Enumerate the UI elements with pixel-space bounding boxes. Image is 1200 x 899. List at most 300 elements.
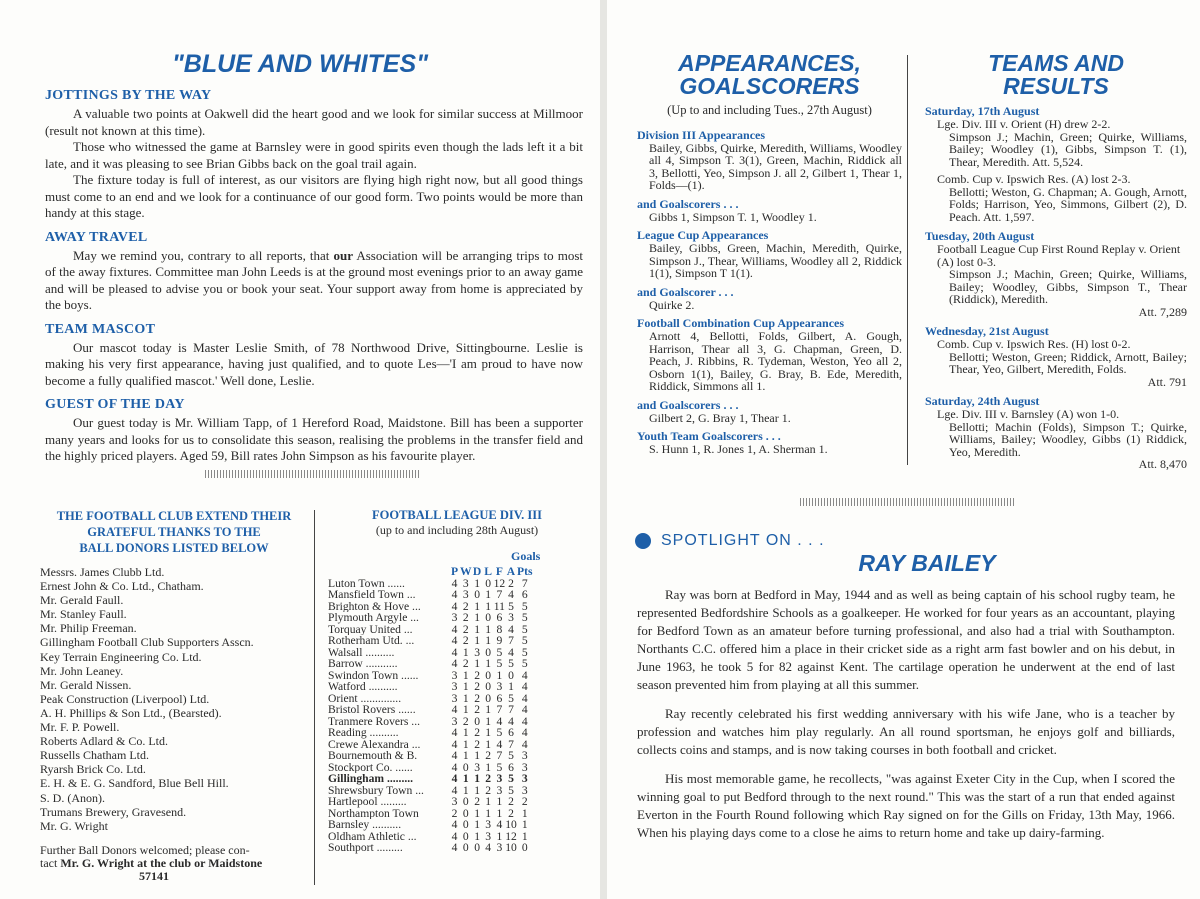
stat-p: 4: [451, 772, 458, 785]
stat-pts: 5: [521, 622, 528, 636]
match-lineup: Simpson J.; Machin, Green; Quirke, Williams, Bailey; Woodley (1), Gibbs, Simpson T. (1), Thear, Meredith. Att. 5,524.: [949, 129, 1187, 169]
appearance-block-heading: and Goalscorers . . .: [637, 397, 739, 412]
stat-l: 1: [485, 806, 491, 820]
guest-paragraph: Our guest today is Mr. William Tapp, of 1 Hereford Road, Maidstone. Bill has been a supporter many years and looks for us to consolidate this season, realising the problems in the transfer field and the highly priced players. Aged 59, Bill rates John Simpson as his favourite player.: [45, 415, 583, 463]
donors-heading-line-2: GRATEFUL THANKS TO THE: [87, 525, 261, 539]
appearance-block: [637, 229, 902, 280]
donors-heading-line-1: THE FOOTBALL CLUB EXTEND THEIR: [56, 509, 292, 523]
stat-w: 3: [462, 576, 469, 590]
teams-results-title: [925, 52, 1187, 98]
league-table-row: [326, 727, 533, 739]
stat-pts: 3: [521, 760, 528, 774]
stat-l: 1: [485, 703, 491, 716]
stat-a: 0: [508, 668, 514, 682]
team-name: Reading ..........: [328, 727, 399, 739]
match-day: [925, 325, 1187, 388]
stat-f: 5: [496, 760, 503, 774]
stat-d: 2: [474, 737, 480, 751]
stat-f: 7: [496, 749, 503, 762]
stat-pts: 1: [521, 818, 528, 831]
stat-f: 4: [496, 818, 503, 831]
league-table-section: [326, 508, 588, 854]
stat-d: 0: [474, 714, 480, 728]
appearances-title-line-2: GOALSCORERS: [679, 73, 860, 99]
spotlight-paragraph-3: His most memorable game, he recollects, "was against Exeter City in the Cup, when I scored the winning goal to put Bedford through to the next round." This was the start of a run that ended against Everton in the Fourth Round following which Ray signed on for the Gills on Friday, 13th May, 1966. When his playing days come to a close he aims to return home and take up dairy-farming.: [637, 771, 1175, 840]
league-subtitle: (up to and including 28th August): [375, 523, 539, 537]
team-mascot-paragraph: Our mascot today is Master Leslie Smith, of 78 Northwood Drive, Sittingbourne. Leslie is making his very first appearance, having just qualified, and to quote Les—'I am proud to have now become a fully qualified mascot.' Well done, Leslie.: [45, 339, 583, 388]
donor-list-item: Mr. G. Wright: [40, 818, 108, 833]
appearances-title-line-1: APPEARANCES,: [678, 50, 861, 76]
stat-w: 1: [462, 668, 469, 682]
appearance-block-text: Arnott 4, Bellotti, Folds, Gilbert, A. Gough, Harrison, Thear all 3, G. Chapman, Green, D. Peach, J. Ribbins, R. Tydeman, Weston, Yeo all 2, Osborn 1(1), Bailey, G. Bray, B. Ede, Meredith, Riddick, Simmons all 1.: [649, 329, 902, 393]
stat-a: 4: [508, 645, 514, 659]
stat-p: 4: [451, 599, 458, 613]
jottings-heading: JOTTINGS BY THE WAY: [45, 88, 212, 103]
donor-list-item: Ernest John & Co. Ltd., Chatham.: [40, 579, 204, 594]
stat-a: 5: [508, 657, 514, 670]
stat-w: 3: [462, 588, 469, 601]
match-line: Lge. Div. III v. Barnsley (A) won 1-0.: [937, 407, 1120, 421]
jottings-paragraph-1: A valuable two points at Oakwell did the heart good and we look for similar success at Millmoor (result not known at this time).: [45, 106, 583, 138]
team-name: Shrewsbury Town ...: [328, 784, 424, 796]
appearance-block-text: Bailey, Gibbs, Quirke, Meredith, Williams, Woodley all 4, Simpson T. 3(1), Green, Machin, Riddick all 3, Bellotti, Yeo, Simpson J. all 2, Gilbert 1, Thear 1, Folds—(1).: [649, 140, 902, 192]
stat-l: 0: [485, 668, 491, 682]
team-name: Bristol Rovers ......: [328, 704, 416, 716]
match-day: [925, 105, 1187, 223]
jottings-paragraph-2: Those who witnessed the game at Barnsley were in good spirits even though the lads left it a bit late, and it was pleasing to see Brian Gibbs back on the goal trail again.: [45, 139, 583, 171]
stat-f: 6: [496, 691, 503, 705]
stat-f: 4: [496, 714, 503, 728]
stat-pts: 4: [521, 726, 528, 739]
league-table-body: [326, 578, 533, 854]
team-name: Oldham Athletic ...: [328, 830, 417, 842]
stat-pts: 4: [521, 703, 528, 716]
match-line: Comb. Cup v. Ipswich Res. (H) lost 0-2.: [937, 337, 1131, 351]
stat-w: 1: [462, 703, 469, 716]
away-text-after: Association will be arranging trips to most of the away fixtures. Committee man John Leeds is at the ground most evenings prior to an away game and will be pleased to advise you or book your seat. Your support away from home is appreciated by the boys.: [45, 247, 583, 312]
appearances-subtitle: (Up to and including Tues., 27th August): [667, 103, 872, 117]
jottings-paragraph-3: The fixture today is full of interest, as our visitors are flying high right now, but all good things must come to an end and we look for a continuance of our good form. Two points would be more than handy at this stage.: [45, 172, 583, 220]
stat-d: 2: [474, 668, 480, 682]
stat-p: 4: [451, 576, 458, 590]
stat-a: 5: [508, 783, 514, 797]
donors-footer: [40, 844, 308, 883]
stat-d: 1: [474, 829, 480, 843]
stat-d: 1: [474, 818, 480, 831]
stat-pts: 5: [521, 611, 528, 624]
stat-d: 1: [474, 611, 480, 624]
appearance-block-text: Bailey, Gibbs, Green, Machin, Meredith, Quirke, Simpson J., Thear, Williams, Woodley all 2, Riddick 1(1), Simpson T 1(1).: [649, 241, 902, 280]
stat-l: 1: [485, 588, 491, 601]
stat-w: 2: [462, 657, 469, 670]
spotlight-name: RAY BAILEY: [858, 550, 996, 576]
away-travel-paragraph: [45, 248, 583, 314]
donor-list-item: Mr. Gerald Faull.: [40, 593, 124, 608]
league-table-row: [326, 681, 533, 693]
league-header-row: [326, 566, 533, 578]
appearance-block-heading: League Cup Appearances: [637, 228, 769, 242]
match-date: Saturday, 24th August: [925, 394, 1040, 408]
news-column: [45, 80, 583, 465]
appearance-block: [637, 399, 902, 425]
stat-a: 2: [508, 806, 514, 820]
team-name: Northampton Town: [328, 807, 419, 819]
stat-pts: 0: [521, 841, 528, 854]
stat-d: 1: [474, 749, 480, 762]
spotlight-header: [635, 532, 1175, 550]
donor-list-item: Messrs. James Clubb Ltd.: [40, 565, 165, 579]
right-divider-ornament: [800, 498, 1015, 506]
stat-a: 4: [508, 622, 514, 636]
match-lineup: Bellotti; Machin (Folds), Simpson T.; Quirke, Williams, Bailey; Woodley, Gibbs (1) Riddick, Yeo, Meredith.: [949, 419, 1187, 459]
page-fold: [600, 0, 607, 899]
right-page: [607, 0, 1200, 899]
stat-f: 11: [493, 599, 505, 613]
stat-w: 0: [462, 818, 469, 831]
stat-l: 1: [485, 622, 491, 636]
stat-p: 4: [451, 657, 458, 670]
stat-pts: 4: [521, 668, 528, 682]
stat-d: 0: [474, 588, 480, 601]
col-d: D: [472, 565, 482, 578]
team-name: Walsall ..........: [328, 646, 395, 658]
donor-list-item: Russells Chatham Ltd.: [40, 748, 149, 763]
donor-list-item: Trumans Brewery, Gravesend.: [40, 804, 187, 819]
ball-donors-section: [40, 508, 308, 883]
league-table-row: [326, 819, 533, 831]
donor-list-item: A. H. Phillips & Son Ltd., (Bearsted).: [40, 705, 222, 720]
stat-w: 2: [462, 714, 469, 728]
stat-w: 1: [462, 783, 469, 797]
stat-pts: 5: [521, 599, 528, 613]
right-column-rule: [907, 55, 908, 465]
stat-p: 3: [451, 680, 458, 693]
donors-footer-line-2: [40, 857, 308, 870]
away-travel-heading: AWAY TRAVEL: [45, 229, 148, 245]
team-mascot-heading: TEAM MASCOT: [45, 321, 156, 337]
stat-pts: 4: [521, 691, 528, 705]
stat-w: 2: [462, 611, 469, 624]
stat-f: 3: [496, 680, 503, 693]
stat-l: 0: [485, 645, 491, 659]
stat-p: 3: [451, 691, 458, 705]
stat-d: 2: [474, 703, 480, 716]
match-list: [925, 105, 1187, 471]
stat-p: 4: [451, 622, 458, 636]
stat-d: 1: [474, 599, 480, 613]
stat-a: 10: [505, 818, 517, 831]
donor-list-item: Peak Construction (Liverpool) Ltd.: [40, 691, 210, 706]
stat-w: 0: [462, 795, 469, 808]
stat-pts: 3: [521, 749, 528, 762]
stat-f: 1: [496, 806, 503, 820]
team-name: Gillingham .........: [328, 773, 414, 785]
stat-d: 1: [474, 576, 480, 590]
stat-w: 1: [462, 645, 469, 659]
team-name: Watford ..........: [328, 681, 398, 693]
stat-l: 1: [485, 657, 491, 670]
stat-f: 3: [496, 841, 503, 854]
stat-p: 4: [451, 783, 458, 797]
stat-l: 2: [485, 783, 491, 797]
stat-p: 3: [451, 714, 458, 728]
stat-pts: 1: [521, 806, 528, 820]
stat-l: 4: [485, 841, 491, 854]
donor-list-item: E. H. & E. G. Sandford, Blue Bell Hill.: [40, 776, 229, 791]
league-table-row: [326, 704, 533, 716]
appearance-block: [637, 317, 902, 393]
donors-heading-line-3: BALL DONORS LISTED BELOW: [79, 541, 269, 555]
stat-l: 1: [485, 599, 491, 613]
stat-a: 5: [508, 772, 514, 785]
stat-l: 0: [485, 611, 491, 624]
stat-w: 1: [462, 737, 469, 751]
match-date: Tuesday, 20th August: [925, 229, 1035, 243]
stat-a: 2: [508, 795, 514, 808]
donors-footer-phone: 57141: [139, 868, 169, 883]
stat-d: 2: [474, 680, 480, 693]
donor-list-item: S. D. (Anon).: [40, 790, 105, 805]
team-name: Barnsley ..........: [328, 819, 402, 831]
donor-list-item: Mr. John Leaney.: [40, 663, 124, 678]
spotlight-paragraph-2: Ray recently celebrated his first wedding anniversary with his wife Jane, who is a teacher by profession and watches him play regularly. An all round sportsman, he enjoys golf and billiards, collects coins and stamps, and is now taking courses in both football and cricket.: [637, 706, 1175, 757]
stat-p: 4: [451, 737, 458, 751]
stat-f: 7: [496, 588, 503, 601]
team-name: Brighton & Hove ...: [328, 600, 421, 612]
league-table-row: [326, 796, 533, 808]
stat-l: 3: [485, 829, 491, 843]
stat-f: 4: [496, 737, 503, 751]
spotlight-label: SPOTLIGHT ON . . .: [661, 532, 825, 550]
stat-l: 1: [485, 760, 491, 774]
stat-pts: 7: [521, 576, 528, 590]
team-name: Tranmere Rovers ...: [328, 715, 420, 727]
donor-list-item: Roberts Adlard & Co. Ltd.: [40, 734, 168, 749]
appearance-block-text: Gilbert 2, G. Bray 1, Thear 1.: [649, 410, 791, 425]
stat-pts: 3: [521, 772, 528, 785]
col-p: P: [450, 565, 459, 578]
blue-and-whites-title: "BLUE AND WHITES": [171, 50, 429, 78]
team-name: Plymouth Argyle ...: [328, 612, 419, 624]
appearance-block: [637, 129, 902, 192]
col-l: L: [484, 565, 492, 578]
stat-a: 3: [508, 611, 514, 624]
appearance-block: [637, 286, 902, 312]
appearance-block-heading: and Goalscorer . . .: [637, 284, 734, 299]
donor-list-item: Mr. F. P. Powell.: [40, 720, 120, 735]
match-lineup: Simpson J.; Machin, Green; Quirke, Williams, Bailey; Woodley, Gibbs, Simpson T., Thear (Riddick), Meredith.: [949, 267, 1187, 306]
col-w: W: [460, 565, 472, 578]
stat-p: 4: [451, 760, 458, 774]
stat-l: 2: [485, 749, 491, 762]
stat-p: 4: [451, 645, 458, 659]
match-attendance: Att. 791: [1147, 374, 1187, 389]
league-table-row: [326, 658, 533, 670]
team-name: Luton Town ......: [328, 577, 405, 589]
stat-pts: 1: [521, 829, 528, 843]
stat-p: 3: [451, 611, 458, 624]
stat-p: 4: [451, 829, 458, 843]
donors-footer-contact: tact: [40, 855, 61, 870]
donors-footer-line-1: Further Ball Donors welcomed; please con-: [40, 842, 250, 857]
appearance-block-text: Gibbs 1, Simpson T. 1, Woodley 1.: [649, 209, 817, 224]
match-attendance: Att. 8,470: [1138, 457, 1187, 471]
stat-pts: 4: [521, 714, 528, 728]
bullet-dot-icon: [635, 533, 651, 549]
stat-pts: 3: [521, 783, 528, 797]
stat-f: 12: [493, 576, 506, 590]
col-f: F: [495, 565, 503, 578]
stat-w: 2: [462, 599, 469, 613]
stat-a: 4: [508, 588, 514, 601]
stat-f: 9: [496, 634, 503, 647]
donor-list-item: Mr. Stanley Faull.: [40, 607, 127, 622]
match-date: Wednesday, 21st August: [925, 324, 1049, 338]
spotlight-paragraph-1: Ray was born at Bedford in May, 1944 and as well as being captain of his school rugby team, he represented Bedfordshire Schools as a goalkeeper. He worked for four years as an accountant, playing for Bedford Town as an amateur before turning professional, and also had a trial with Southampton. Northants C.C. offered him a place in their cricket side as a right arm fast bowler and on his debut, in June 1963, he took 5 for 82 against Kent. The cartilage operation he underwent at the end of last season prevented him from playing at all this summer.: [637, 587, 1175, 692]
appearance-block-text: Quirke 2.: [649, 297, 695, 312]
league-table-row: [326, 635, 533, 647]
stat-pts: 4: [521, 680, 528, 693]
col-pts: Pts: [517, 565, 533, 578]
appearance-block-heading: Football Combination Cup Appearances: [637, 316, 845, 330]
stat-d: 1: [474, 657, 480, 670]
stat-w: 1: [462, 680, 469, 693]
stat-p: 4: [451, 588, 458, 601]
stat-p: 4: [451, 726, 458, 739]
match-date: Saturday, 17th August: [925, 104, 1040, 118]
donor-list-item: Key Terrain Engineering Co. Ltd.: [40, 649, 202, 664]
stat-l: 1: [485, 714, 491, 728]
left-divider-ornament: [205, 470, 420, 478]
teams-results-column: [925, 52, 1187, 471]
col-a: A: [506, 565, 516, 578]
team-name: Bournemouth & B.: [328, 750, 418, 762]
away-text-bold: our: [333, 247, 353, 263]
league-table-row: [326, 589, 533, 601]
stat-f: 7: [496, 703, 503, 716]
stat-w: 1: [462, 772, 469, 785]
stat-pts: 2: [521, 795, 528, 808]
league-table: [326, 566, 533, 854]
stat-d: 1: [474, 634, 480, 647]
team-name: Crewe Alexandra ...: [328, 738, 421, 750]
league-table-row: [326, 842, 533, 854]
stat-a: 7: [508, 737, 514, 751]
stat-f: 5: [496, 726, 503, 739]
stat-a: 5: [508, 749, 514, 762]
stat-p: 3: [451, 668, 458, 682]
stat-f: 3: [496, 783, 503, 797]
stat-f: 8: [496, 622, 503, 636]
stat-a: 10: [505, 841, 517, 854]
donor-list: [40, 565, 308, 833]
stat-a: 7: [508, 703, 514, 716]
stat-w: 0: [462, 829, 469, 843]
league-table-row: [326, 612, 533, 624]
match-attendance: Att. 7,289: [1138, 304, 1187, 319]
stat-p: 4: [451, 841, 458, 854]
stat-w: 0: [462, 760, 469, 774]
stat-l: 1: [485, 726, 491, 739]
stat-p: 4: [451, 818, 458, 831]
appearances-column: [637, 52, 902, 462]
stat-d: 1: [474, 772, 480, 785]
team-name: Rotherham Utd. ...: [328, 635, 415, 647]
guest-heading: GUEST OF THE DAY: [45, 397, 185, 412]
stat-pts: 5: [521, 634, 528, 647]
team-name: Orient ..............: [328, 692, 402, 704]
stat-a: 1: [508, 680, 514, 693]
stat-pts: 5: [521, 657, 528, 670]
goals-label: Goals: [511, 549, 541, 563]
stat-p: 4: [451, 634, 458, 647]
stat-a: 5: [508, 691, 514, 705]
stat-d: 1: [474, 622, 480, 636]
appearances-title: [637, 52, 902, 98]
spotlight-body: [637, 586, 1175, 842]
stat-f: 6: [496, 611, 503, 624]
stat-f: 1: [496, 668, 503, 682]
stat-l: 1: [485, 795, 491, 808]
stat-w: 2: [462, 622, 469, 636]
stat-d: 1: [474, 806, 480, 820]
stat-d: 0: [474, 841, 480, 854]
stat-a: 6: [508, 726, 514, 739]
donor-list-item: Mr. Gerald Nissen.: [40, 677, 132, 692]
stat-a: 2: [508, 576, 514, 590]
stat-d: 2: [474, 691, 480, 705]
stat-l: 2: [485, 772, 491, 785]
match-line: Football League Cup First Round Replay v. Orient (A) lost 0-3.: [937, 242, 1181, 269]
stat-l: 0: [485, 680, 491, 693]
team-name: Stockport Co. ......: [328, 761, 413, 773]
match-lineup: Bellotti; Weston, Green; Riddick, Arnott, Bailey; Thear, Yeo, Gilbert, Meredith, Folds.: [949, 349, 1187, 376]
stat-f: 3: [496, 772, 503, 785]
left-column-rule: [314, 510, 315, 885]
match-day: [925, 230, 1187, 318]
stat-d: 2: [474, 795, 480, 808]
stat-w: 1: [462, 726, 469, 739]
stat-f: 5: [496, 657, 503, 670]
team-name: Hartlepool .........: [328, 796, 407, 808]
away-text-before: May we remind you, contrary to all reports, that: [73, 247, 334, 263]
league-table-row: [326, 773, 533, 785]
stat-p: 4: [451, 703, 458, 716]
stat-l: 0: [485, 576, 491, 590]
appearance-block-heading: Division III Appearances: [637, 127, 766, 142]
match-lineup: Bellotti; Weston, G. Chapman; A. Gough, Arnott, Folds; Harrison, Yeo, Simmons, Gilbert (2), D. Peach. Att. 1,597.: [949, 184, 1187, 224]
stat-f: 1: [496, 795, 503, 808]
match-line: Lge. Div. III v. Orient (H) drew 2-2.: [937, 117, 1111, 131]
donors-footer-bold: Mr. G. Wright at the club or Maidstone: [60, 855, 263, 870]
donor-list-item: Gillingham Football Club Supporters Asscn.: [40, 635, 254, 650]
stat-pts: 6: [521, 588, 528, 601]
stat-l: 1: [485, 737, 491, 751]
stat-w: 0: [462, 841, 469, 854]
stat-a: 6: [508, 760, 514, 774]
stat-p: 3: [451, 795, 458, 808]
stat-a: 12: [505, 829, 517, 843]
team-name: Barrow ...........: [328, 658, 398, 670]
stat-l: 3: [485, 818, 491, 831]
donor-list-item: Ryarsh Brick Co. Ltd.: [40, 762, 146, 777]
stat-l: 0: [485, 691, 491, 705]
team-name: Swindon Town ......: [328, 669, 419, 681]
stat-a: 4: [508, 714, 514, 728]
stat-f: 1: [496, 829, 503, 843]
match-line: Comb. Cup v. Ipswich Res. (A) lost 2-3.: [937, 172, 1131, 186]
team-name: Mansfield Town ...: [328, 589, 416, 601]
